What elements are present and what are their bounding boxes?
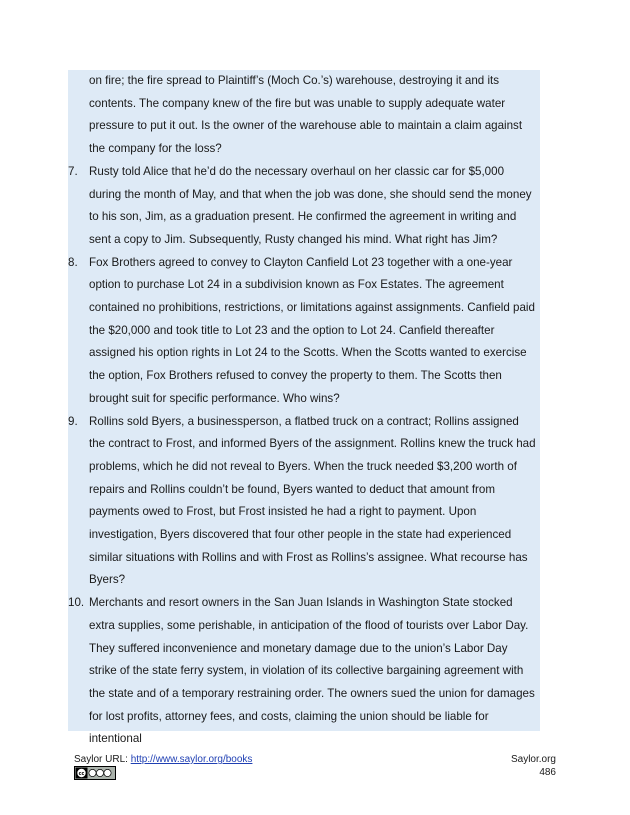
list-item-10 xyxy=(68,592,540,751)
item-number: 10. xyxy=(68,596,85,610)
source-link[interactable]: http://www.saylor.org/books xyxy=(130,754,253,765)
item-number: 8. xyxy=(68,255,78,269)
footer-site xyxy=(511,753,556,779)
list-item-7 xyxy=(68,161,540,252)
continuation-paragraph: on fire; the fire spread to Plaintiff’s (Moch Co.’s) warehouse, destroying it and its contents. The company knew of the fire but was unable to supply adequate water pressure to put it out. Is the owner of the warehouse able to maintain a claim against the company for the loss? xyxy=(89,74,523,156)
exercise-content xyxy=(68,70,540,746)
page-number: 486 xyxy=(539,767,556,778)
item-text: Rollins sold Byers, a businessperson, a flatbed truck on a contract; Rollins assigned the contract to Frost, and informed Byers of the assignment. Rollins knew the truck had problems, which he did not reveal to Byers. When the truck needed $3,200 worth of repairs and Rollins couldn’t be found, Byers wanted to deduct that amount from payments owed to Frost, but Frost insisted he had a right to payment. Upon investigation, Byers discovered that four other people in the state had experienced similar situations with Rollins and with Frost as Rollins’s assignee. What recourse has Byers? xyxy=(89,414,536,587)
item-text: Fox Brothers agreed to convey to Clayton Canfield Lot 23 together with a one-year option to purchase Lot 24 in a subdivision known as Fox Estates. The agreement contained no prohibitions, restrictions, or limitations against assignments. Canfield paid the $20,000 and took title to Lot 23 and the option to Lot 24. Canfield thereafter assigned his option rights in Lot 24 to the Scotts. When the Scotts wanted to exercise the option, Fox Brothers refused to convey the property to them. The Scotts then brought suit for specific performance. Who wins? xyxy=(89,255,535,405)
list-item-8 xyxy=(68,252,540,411)
item-number: 9. xyxy=(68,414,78,428)
cc-license-icon[interactable] xyxy=(74,766,116,780)
svg-text:cc: cc xyxy=(78,771,85,777)
site-name: Saylor.org xyxy=(510,754,556,765)
list-item-9 xyxy=(68,411,540,593)
source-label: Saylor URL: xyxy=(74,754,131,765)
item-text: Rusty told Alice that he’d do the necessary overhaul on her classic car for $5,000 during the month of May, and that when the job was done, she should send the money to his son, Jim, as a graduation present. He confirmed the agreement in writing and sent a copy to Jim. Subsequently, Rusty changed his mind. What right has Jim? xyxy=(89,164,532,246)
footer-source xyxy=(74,753,252,766)
item-number: 7. xyxy=(68,164,78,178)
item-text: Merchants and resort owners in the San Juan Islands in Washington State stocked extra supplies, some perishable, in anticipation of the flood of tourists over Labor Day. They suffered inconvenience and monetary damage due to the union’s Labor Day strike of the state ferry system, in violation of its collective bargaining agreement with the state and of a temporary restraining order. The owners sued the union for damages for lost profits, attorney fees, and costs, claiming the union should be liable for intentional xyxy=(89,596,535,746)
